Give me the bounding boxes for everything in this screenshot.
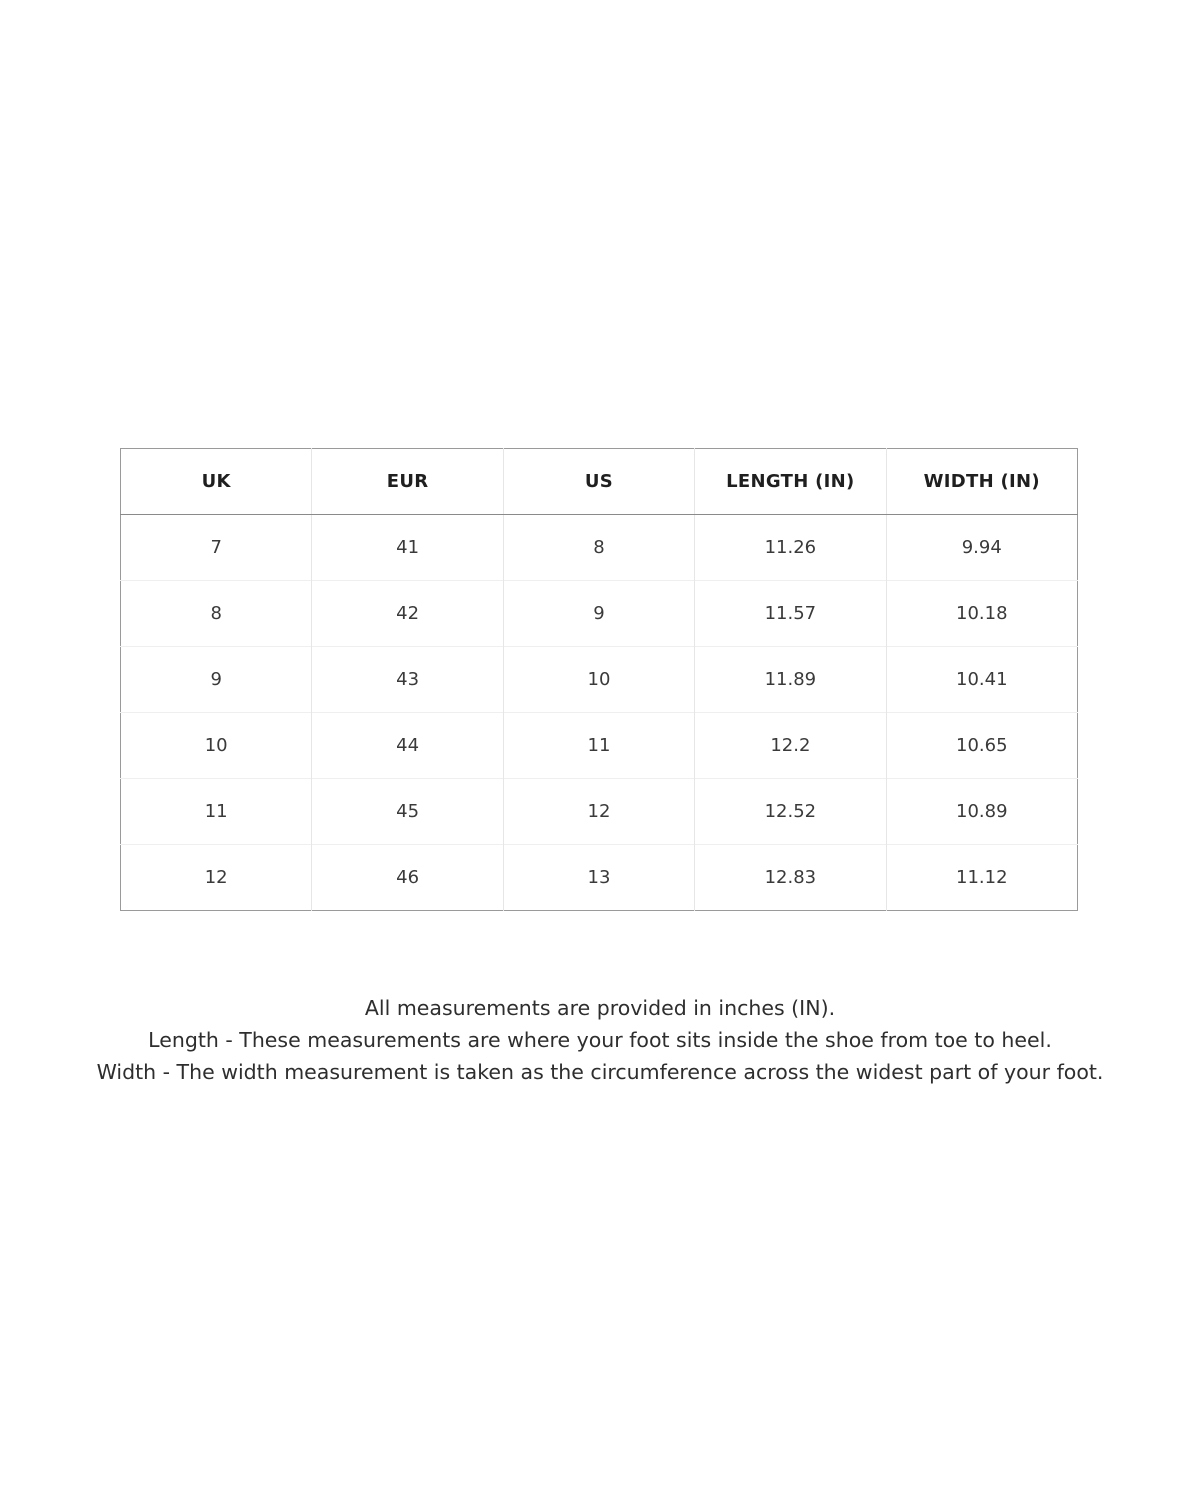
measurement-notes — [0, 992, 1200, 1088]
header-width: WIDTH (IN) — [886, 449, 1077, 515]
cell-us: 12 — [503, 779, 694, 845]
cell-width: 9.94 — [886, 515, 1077, 581]
cell-uk: 12 — [121, 845, 312, 911]
cell-us: 9 — [503, 581, 694, 647]
table-row — [121, 713, 1078, 779]
cell-uk: 7 — [210, 537, 222, 558]
table-row — [121, 515, 1078, 581]
cell-length: 11.26 — [695, 515, 886, 581]
cell-us: 8 — [503, 515, 694, 581]
cell-uk: 10 — [121, 713, 312, 779]
cell-eur: 46 — [312, 845, 503, 911]
note-width: Width - The width measurement is taken as the circumference across the widest part of your foot. — [96, 1060, 1104, 1084]
cell-width: 10.65 — [886, 713, 1077, 779]
cell-eur: 44 — [312, 713, 503, 779]
table-row — [121, 581, 1078, 647]
header-uk: UK — [121, 449, 312, 515]
table-row — [121, 845, 1078, 911]
note-units: All measurements are provided in inches (IN). — [364, 996, 836, 1020]
size-chart-header — [121, 449, 1078, 515]
table-row — [121, 779, 1078, 845]
cell-eur: 41 — [312, 515, 503, 581]
cell-us: 13 — [503, 845, 694, 911]
cell-length: 12.83 — [695, 845, 886, 911]
size-chart-table — [120, 448, 1078, 911]
cell-uk: 11 — [121, 779, 312, 845]
table-row — [121, 647, 1078, 713]
cell-width: 10.89 — [886, 779, 1077, 845]
header-length: LENGTH (IN) — [695, 449, 886, 515]
cell-eur: 43 — [312, 647, 503, 713]
cell-eur: 42 — [312, 581, 503, 647]
cell-width: 10.18 — [886, 581, 1077, 647]
header-row — [121, 449, 1078, 515]
cell-length: 11.57 — [695, 581, 886, 647]
cell-width: 11.12 — [886, 845, 1077, 911]
cell-width: 10.41 — [886, 647, 1077, 713]
size-chart-body — [121, 515, 1078, 911]
cell-us: 11 — [503, 713, 694, 779]
header-us: US — [503, 449, 694, 515]
note-length: Length - These measurements are where your foot sits inside the shoe from toe to heel. — [148, 1028, 1052, 1052]
cell-length: 12.2 — [695, 713, 886, 779]
cell-uk: 9 — [121, 647, 312, 713]
cell-length: 12.52 — [695, 779, 886, 845]
cell-eur: 45 — [312, 779, 503, 845]
cell-uk: 8 — [121, 581, 312, 647]
cell-length: 11.89 — [695, 647, 886, 713]
cell-us: 10 — [503, 647, 694, 713]
header-eur: EUR — [312, 449, 503, 515]
